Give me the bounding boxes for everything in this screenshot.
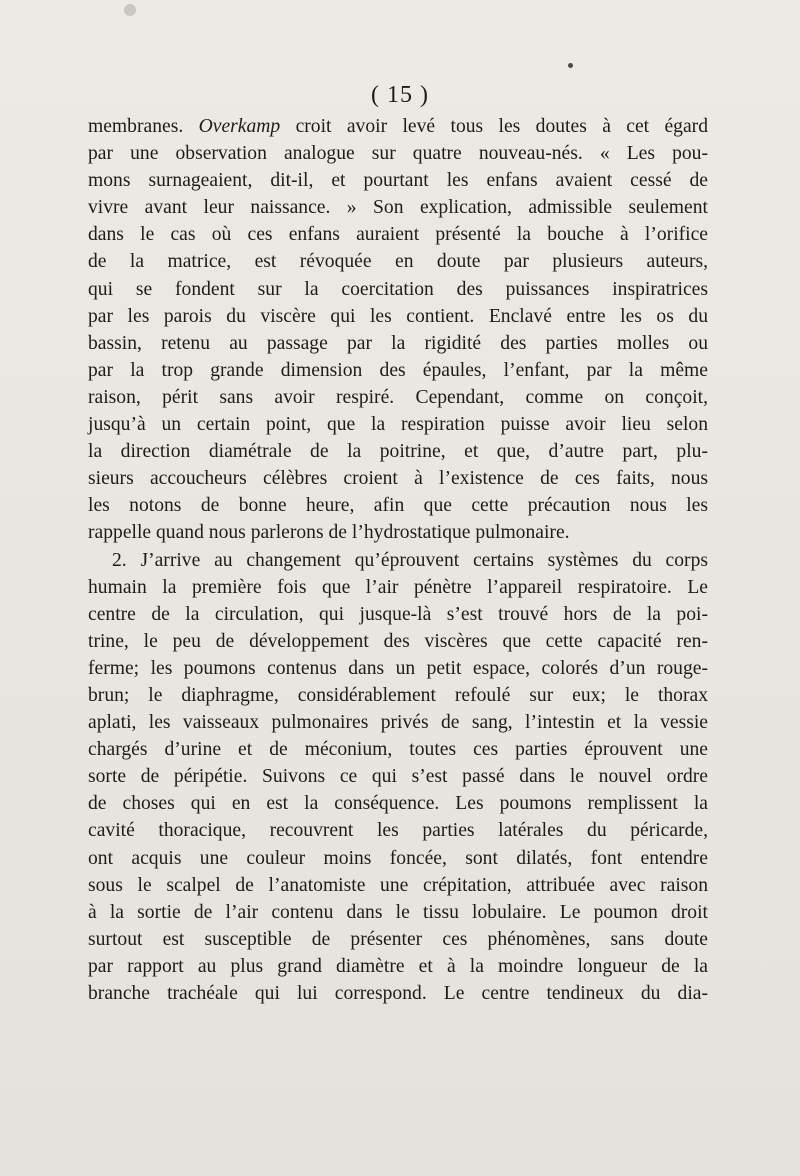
text-line: par les parois du viscère qui les contient. Enclavé entre les os du (88, 305, 708, 327)
text-line: les notons de bonne heure, afin que cette précaution nous les (88, 495, 708, 517)
text-line: bassin, retenu au passage par la rigidité des parties molles ou (88, 332, 708, 354)
text-line: mons surnageaient, dit-il, et pourtant les enfans avaient cessé de (88, 170, 708, 192)
text-line: ferme; les poumons contenus dans un petit espace, colorés d’un rouge- (88, 657, 708, 679)
text-line: brun; le diaphragme, considérablement refoulé sur eux; le thorax (88, 684, 708, 706)
text-line: membranes. Overkamp croit avoir levé tous les doutes à cet égard (88, 116, 708, 137)
text-line: à la sortie de l’air contenu dans le tissu lobulaire. Le poumon droit (88, 901, 708, 923)
text-line: sieurs accoucheurs célèbres croient à l’existence de ces faits, nous (88, 468, 708, 490)
text-line: par rapport au plus grand diamètre et à la moindre longueur de la (88, 955, 708, 977)
ink-spot (124, 4, 136, 16)
text-line: humain la première fois que l’air pénètre l’appareil respiratoire. Le (88, 576, 708, 598)
text-line: ont acquis une couleur moins foncée, sont dilatés, font entendre (88, 847, 708, 869)
text-line: raison, périt sans avoir respiré. Cependant, comme on conçoit, (88, 386, 708, 408)
text-line: trine, le peu de développement des viscères que cette capacité ren- (88, 630, 708, 652)
text-line: vivre avant leur naissance. » Son explication, admissible seulement (88, 197, 708, 219)
author-name: Overkamp (198, 116, 281, 137)
text-line: qui se fondent sur la coercitation des puissances inspiratrices (88, 278, 708, 300)
text-line: par la trop grande dimension des épaules, l’enfant, par la même (88, 359, 708, 381)
text-line: branche trachéale qui lui correspond. Le centre tendineux du dia- (88, 983, 708, 1004)
text-line: jusqu’à un certain point, que la respiration puisse avoir lieu selon (88, 414, 708, 436)
text-line: aplati, les vaisseaux pulmonaires privés de sang, l’intestin et la vessie (88, 712, 708, 734)
ink-spot (568, 63, 573, 68)
text-line: centre de la circulation, qui jusque-là s’est trouvé hors de la poi- (88, 603, 708, 625)
text-line: la direction diamétrale de la poitrine, et que, d’autre part, plu- (88, 441, 708, 463)
text-line: par une observation analogue sur quatre nouveau-nés. « Les pou- (88, 143, 708, 165)
text-line: dans le cas où ces enfans auraient présenté la bouche à l’orifice (88, 224, 708, 246)
text-line: de choses qui en est la conséquence. Les poumons remplissent la (88, 793, 708, 815)
text-line: sorte de péripétie. Suivons ce qui s’est passé dans le nouvel ordre (88, 766, 708, 788)
text-line: surtout est susceptible de présenter ces phénomènes, sans doute (88, 928, 708, 950)
page-number: ( 15 ) (371, 82, 429, 108)
text-line: rappelle quand nous parlerons de l’hydrostatique pulmonaire. (88, 522, 570, 544)
paragraph-start-line: 2. J’arrive au changement qu’éprouvent certains systèmes du corps (112, 549, 708, 571)
text-line: de la matrice, est révoquée en doute par plusieurs auteurs, (88, 251, 708, 273)
text-line: sous le scalpel de l’anatomiste une crépitation, attribuée avec raison (88, 874, 708, 896)
text-line: cavité thoracique, recouvrent les parties latérales du péricarde, (88, 820, 708, 842)
page-body (88, 113, 708, 1007)
text-line: chargés d’urine et de méconium, toutes ces parties éprouvent une (88, 739, 708, 761)
